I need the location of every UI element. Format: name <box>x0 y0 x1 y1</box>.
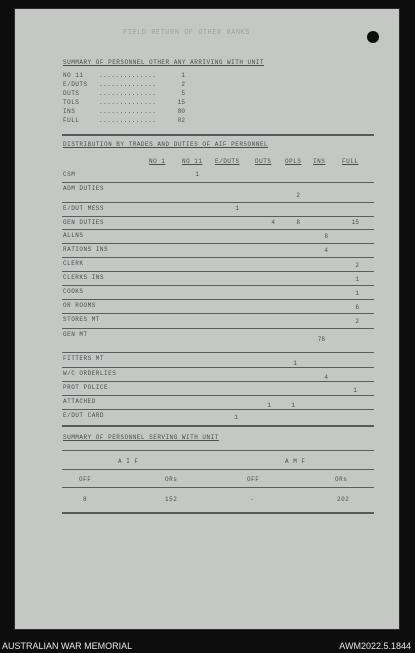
item-label: FULL <box>63 117 80 124</box>
column-header: OFF <box>247 476 260 483</box>
table-cell: 4 <box>324 374 328 381</box>
item-value: 02 <box>177 117 185 124</box>
table-cell: 15 <box>351 219 359 226</box>
document-page <box>15 9 399 629</box>
item-label: INS <box>63 108 76 115</box>
table-cell: 1 <box>195 171 199 178</box>
divider <box>62 512 374 514</box>
summary-arriving-heading: SUMMARY OF PERSONNEL OTHER ANY ARRIVING WITH UNIT <box>63 59 264 66</box>
distribution-heading: DISTRIBUTION BY TRADES AND DUTIES OF AIF PERSONNEL <box>63 141 269 148</box>
column-header: NO 11 <box>182 158 203 165</box>
row-divider <box>62 367 374 368</box>
row-label: PROT POLICE <box>63 384 109 391</box>
summary-value: 202 <box>337 496 350 503</box>
group-header-amf: A M F <box>285 458 306 465</box>
table-cell: 1 <box>234 414 238 421</box>
item-label: E/DUTS <box>63 81 88 88</box>
column-header: FULL <box>342 158 359 165</box>
punch-hole <box>367 31 379 43</box>
row-label: CSM <box>63 171 76 178</box>
row-label: E/DUT CARD <box>63 412 105 419</box>
table-cell: 8 <box>296 219 300 226</box>
row-label: GEN DUTIES <box>63 219 105 226</box>
group-header-aif: A I F <box>118 458 139 465</box>
footer-institution: AUSTRALIAN WAR MEMORIAL <box>2 641 133 651</box>
table-cell: 8 <box>324 233 328 240</box>
row-divider <box>62 271 374 272</box>
item-label: DUTS <box>63 90 80 97</box>
table-cell: 1 <box>293 360 297 367</box>
table-cell: 1 <box>355 276 359 283</box>
row-divider <box>62 216 374 217</box>
table-cell: 1 <box>353 387 357 394</box>
row-label: OR ROOMS <box>63 302 96 309</box>
row-label: W/C ORDERLIES <box>63 370 117 377</box>
column-header: INS <box>313 158 326 165</box>
column-header: E/DUTS <box>215 158 240 165</box>
row-label: ATTACHED <box>63 398 96 405</box>
row-label: STORES MT <box>63 316 100 323</box>
column-header: OFF <box>79 476 92 483</box>
row-label: E/DUT MESS <box>63 205 105 212</box>
row-label: RATIONS INS <box>63 246 109 253</box>
table-cell: 6 <box>355 304 359 311</box>
summary-value: - <box>250 496 255 503</box>
leader-dots: .............. <box>99 72 157 79</box>
row-divider <box>62 352 374 353</box>
row-divider <box>62 395 374 396</box>
column-header: ORs <box>165 476 178 483</box>
leader-dots: .............. <box>99 81 157 88</box>
row-divider <box>62 313 374 314</box>
row-divider <box>62 285 374 286</box>
item-value: 2 <box>181 81 185 88</box>
table-cell: 1 <box>267 402 271 409</box>
row-label: GEN MT <box>63 331 88 338</box>
table-cell: 2 <box>355 262 359 269</box>
row-label: CLERK <box>63 260 84 267</box>
row-label: FITTERS MT <box>63 355 105 362</box>
table-cell: 78 <box>317 336 325 343</box>
table-cell: 4 <box>324 247 328 254</box>
divider <box>62 487 374 488</box>
leader-dots: .............. <box>99 99 157 106</box>
row-divider <box>62 257 374 258</box>
divider <box>62 450 374 451</box>
item-value: 5 <box>181 90 185 97</box>
page-title: FIELD RETURN OF OTHER RANKS <box>123 29 250 37</box>
row-label: CLERKS INS <box>63 274 105 281</box>
footer-catalogue-id: AWM2022.5.1844 <box>339 641 411 651</box>
row-divider <box>62 425 374 427</box>
table-cell: 2 <box>296 192 300 199</box>
row-divider <box>62 182 374 183</box>
row-label: ALLNS <box>63 232 84 239</box>
leader-dots: .............. <box>99 90 157 97</box>
summary-value: 152 <box>165 496 178 503</box>
row-divider <box>62 299 374 300</box>
item-value: 80 <box>177 108 185 115</box>
divider <box>62 134 374 136</box>
leader-dots: .............. <box>99 108 157 115</box>
column-header: DUTS <box>255 158 272 165</box>
table-cell: 2 <box>355 318 359 325</box>
table-cell: 1 <box>235 205 239 212</box>
row-divider <box>62 381 374 382</box>
table-cell: 1 <box>291 402 295 409</box>
row-divider <box>62 243 374 244</box>
row-label: COOKS <box>63 288 84 295</box>
table-cell: 4 <box>271 219 275 226</box>
item-label: NO 11 <box>63 72 84 79</box>
row-divider <box>62 409 374 410</box>
leader-dots: .............. <box>99 117 157 124</box>
row-divider <box>62 328 374 329</box>
item-value: 1 <box>181 72 185 79</box>
row-label: ADM DUTIES <box>63 185 105 192</box>
divider <box>62 469 374 470</box>
column-header: NO 1 <box>149 158 166 165</box>
item-label: TOLS <box>63 99 80 106</box>
row-divider <box>62 202 374 203</box>
summary-serving-heading: SUMMARY OF PERSONNEL SERVING WITH UNIT <box>63 434 219 441</box>
column-header: OPLS <box>285 158 302 165</box>
table-cell: 1 <box>355 290 359 297</box>
row-divider <box>62 229 374 230</box>
summary-value: 8 <box>83 496 88 503</box>
column-header: ORs <box>335 476 348 483</box>
item-value: 15 <box>177 99 185 106</box>
